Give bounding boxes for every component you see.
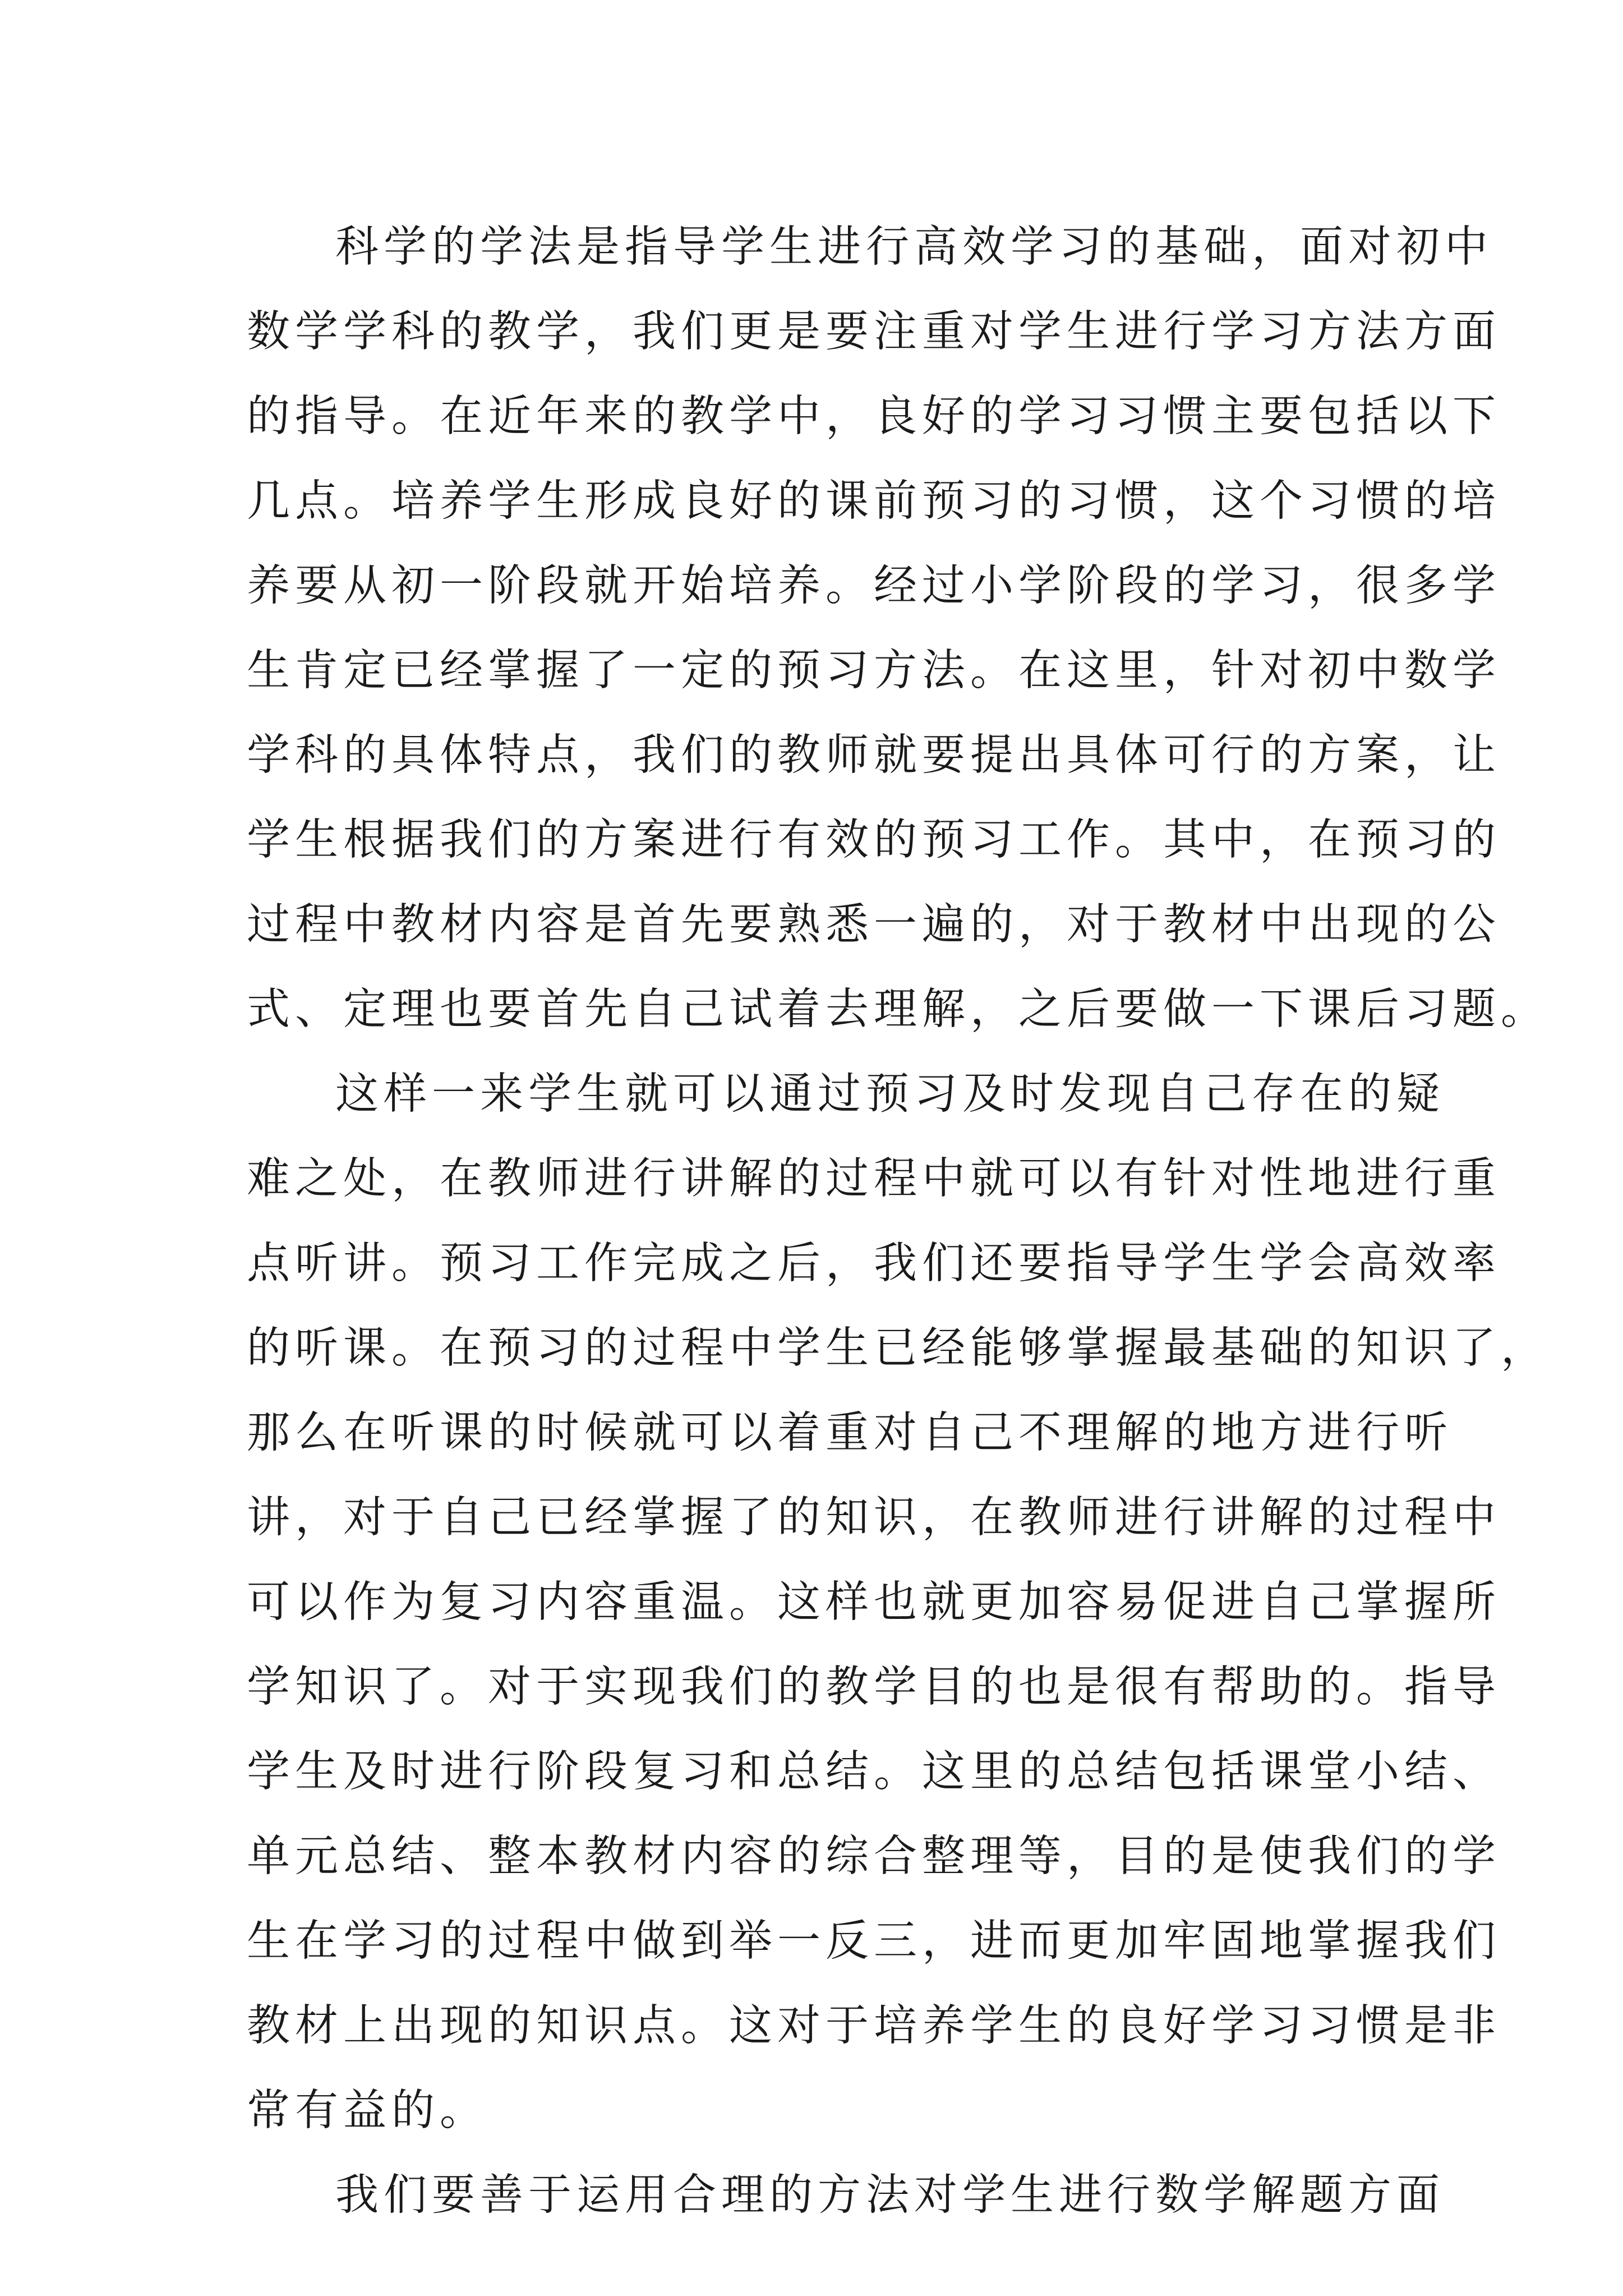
- paragraph-3-line-1: 我们要善于运用合理的方法对学生进行数学解题方面: [335, 2170, 1445, 2220]
- paragraph-2-line-6: 讲，对于自己已经掌握了的知识，在教师进行讲解的过程中: [247, 1493, 1501, 1543]
- paragraph-2-line-10: 单元总结、整本教材内容的综合整理等，目的是使我们的学: [247, 1832, 1501, 1881]
- paragraph-1-line-6: 生肯定已经掌握了一定的预习方法。在这里，针对初中数学: [247, 646, 1501, 696]
- paragraph-2-line-2: 难之处，在教师进行讲解的过程中就可以有针对性地进行重: [247, 1154, 1501, 1204]
- paragraph-1-line-1: 科学的学法是指导学生进行高效学习的基础，面对初中: [335, 222, 1493, 272]
- paragraph-1-line-7: 学科的具体特点，我们的教师就要提出具体可行的方案，让: [247, 730, 1501, 780]
- paragraph-2-line-1: 这样一来学生就可以通过预习及时发现自己存在的疑: [335, 1069, 1445, 1119]
- paragraph-1-line-10: 式、定理也要首先自己试着去理解，之后要做一下课后习题。: [247, 984, 1549, 1034]
- paragraph-1-line-5: 养要从初一阶段就开始培养。经过小学阶段的学习，很多学: [247, 561, 1501, 611]
- paragraph-1-line-8: 学生根据我们的方案进行有效的预习工作。其中，在预习的: [247, 815, 1501, 865]
- paragraph-2-line-5: 那么在听课的时候就可以着重对自己不理解的地方进行听: [247, 1408, 1453, 1458]
- paragraph-2-line-3: 点听讲。预习工作完成之后，我们还要指导学生学会高效率: [247, 1239, 1501, 1289]
- document-body: [247, 205, 1549, 2238]
- paragraph-1-line-2: 数学学科的教学，我们更是要注重对学生进行学习方法方面: [247, 307, 1501, 357]
- paragraph-1-line-3: 的指导。在近年来的教学中，良好的学习习惯主要包括以下: [247, 392, 1501, 441]
- paragraph-1-line-9: 过程中教材内容是首先要熟悉一遍的，对于教材中出现的公: [247, 900, 1501, 950]
- paragraph-2-line-11: 生在学习的过程中做到举一反三，进而更加牢固地掌握我们: [247, 1916, 1501, 1966]
- paragraph-2-line-9: 学生及时进行阶段复习和总结。这里的总结包括课堂小结、: [247, 1747, 1501, 1797]
- paragraph-1-line-4: 几点。培养学生形成良好的课前预习的习惯，这个习惯的培: [247, 476, 1501, 526]
- paragraph-2-line-4: 的听课。在预习的过程中学生已经能够掌握最基础的知识了，: [247, 1323, 1549, 1373]
- paragraph-2-line-8: 学知识了。对于实现我们的教学目的也是很有帮助的。指导: [247, 1662, 1501, 1712]
- paragraph-2-line-7: 可以作为复习内容重温。这样也就更加容易促进自己掌握所: [247, 1577, 1501, 1627]
- paragraph-2-line-13: 常有益的。: [247, 2086, 488, 2136]
- paragraph-2-line-12: 教材上出现的知识点。这对于培养学生的良好学习习惯是非: [247, 2001, 1501, 2051]
